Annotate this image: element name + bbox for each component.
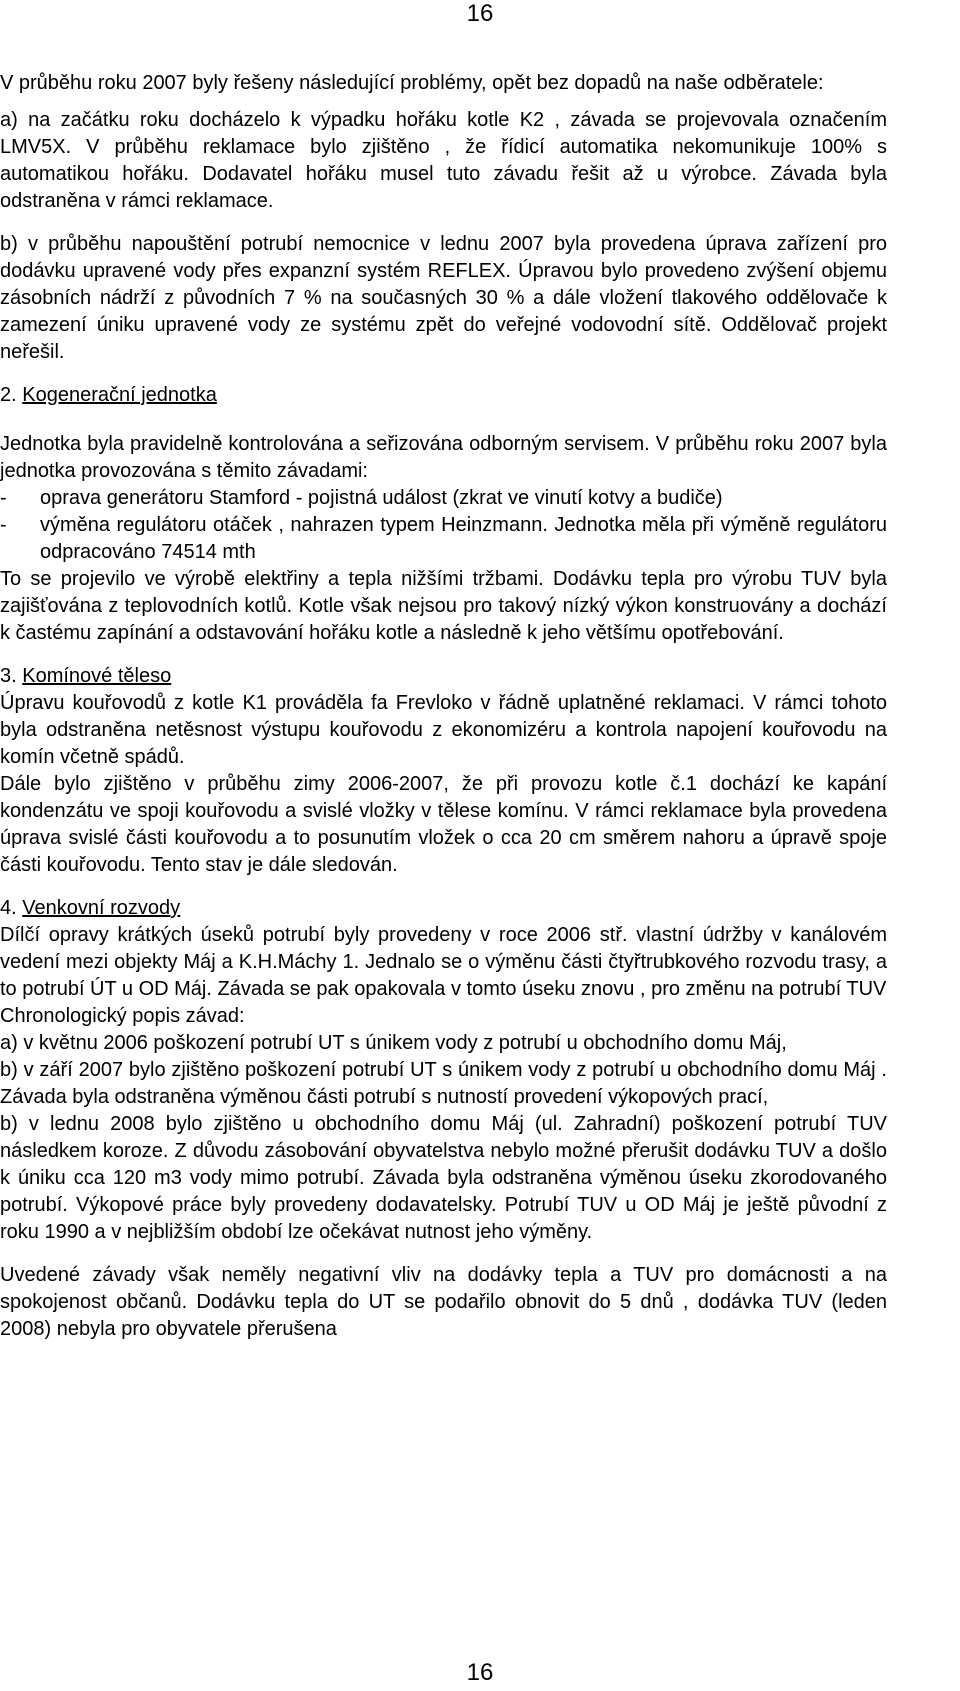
chronology-item-b-2008: b) v lednu 2008 bylo zjištěno u obchodního domu Máj (ul. Zahradní) poškození potrubí TUV následkem koroze. Z důvodu zásobování obyvatelstva nebylo možné přerušit dodávku TUV a došlo k úniku cca 120 m3 vody mimo potrubí. Závada byla odstraněna výměnou úseku zkorodovaného potrubí. Výkopové práce byly provedeny dodavatelsky. Potrubí TUV u OD Máj je ještě původní z roku 1990 a v nejbližším období lze očekávat nutnost jeho výměny.	[0, 1113, 887, 1243]
chronology-label: Chronologický popis závad:	[0, 1005, 245, 1027]
section-4-number: 4.	[0, 897, 17, 919]
section-3-title: Komínové těleso	[22, 665, 172, 687]
document-body	[0, 70, 887, 1343]
section-3-heading	[0, 663, 887, 690]
section-2-paragraph-1: Jednotka byla pravidelně kontrolována a seřizována odborným servisem. V průběhu roku 2007 byla jednotka provozována s těmito závadami:	[0, 433, 887, 482]
closing-paragraph: Uvedené závady však neměly negativní vliv na dodávky tepla a TUV pro domácnosti a na spokojenost občanů. Dodávku tepla do UT se podařilo obnovit do 5 dnů , dodávka TUV (leden 2008) nebyla pro obyvatele přerušena	[0, 1264, 887, 1340]
chronology-item-b: b) v září 2007 bylo zjištěno poškození potrubí UT s únikem vody z potrubí u obchodního domu Máj . Závada byla odstraněna výměnou části potrubí s nutností provedení výkopových prací,	[0, 1059, 887, 1108]
section-3-number: 3.	[0, 665, 17, 687]
list-dash: -	[0, 487, 7, 509]
problem-b-paragraph: b) v průběhu napouštění potrubí nemocnice v lednu 2007 byla provedena úprava zařízení pro dodávku upravené vody přes expanzní systém REFLEX. Úpravou bylo provedeno zvýšení objemu zásobních nádrží z původních 7 % na současných 30 % a dále vložení tlakového oddělovače k zamezení úniku upravené vody ze systému zpět do veřejné vodovodní sítě. Oddělovač projekt neřešil.	[0, 233, 887, 363]
section-2-paragraph-2: To se projevilo ve výrobě elektřiny a tepla nižšími tržbami. Dodávku tepla pro výrobu TUV byla zajišťována z teplovodních kotlů. Kotle však nejsou pro takový nízký výkon konstruovány a dochází k častému zapínání a odstavování hořáku kotle a následně k jeho většímu opotřebování.	[0, 568, 887, 644]
section-2-number: 2.	[0, 384, 17, 406]
chronology-item-a: a) v květnu 2006 poškození potrubí UT s únikem vody z potrubí u obchodního domu Máj,	[0, 1032, 787, 1054]
list-dash: -	[0, 514, 7, 536]
page-number-bottom: 16	[466, 1659, 494, 1686]
page-number-top: 16	[466, 0, 494, 27]
section-2-heading	[0, 382, 887, 409]
section-4-heading	[0, 895, 887, 922]
list-item-text: výměna regulátoru otáček , nahrazen typem Heinzmann. Jednotka měla při výměně regulátoru odpracováno 74514 mth	[40, 514, 887, 563]
problem-a-paragraph: a) na začátku roku docházelo k výpadku hořáku kotle K2 , závada se projevovala označením LMV5X. V průběhu reklamace bylo zjištěno , že řídicí automatika nekomunikuje 100% s automatikou hořáku. Dodavatel hořáku musel tuto závadu řešit až u výrobce. Závada byla odstraněna v rámci reklamace.	[0, 109, 887, 212]
list-item	[0, 512, 887, 566]
section-4-paragraph-1: Dílčí opravy krátkých úseků potrubí byly provedeny v roce 2006 stř. vlastní údržby v kanálovém vedení mezi objekty Máj a K.H.Máchy 1. Jednalo se o výměnu části čtyřtrubkového rozvodu trasy, a to potrubí ÚT u OD Máj. Závada se pak opakovala v tomto úseku znovu , pro změnu na potrubí TUV	[0, 924, 887, 1000]
section-2-title: Kogenerační jednotka	[22, 384, 217, 406]
intro-paragraph: V průběhu roku 2007 byly řešeny následující problémy, opět bez dopadů na naše odběratele:	[0, 72, 824, 94]
section-3-paragraph-1: Úpravu kouřovodů z kotle K1 prováděla fa Frevloko v řádně uplatněné reklamaci. V rámci tohoto byla odstraněna netěsnost výstupu kouřovodu z ekonomizéru a kontrola napojení kouřovodu na komín včetně spádů.	[0, 692, 887, 768]
section-4-title: Venkovní rozvody	[22, 897, 181, 919]
section-3-paragraph-2: Dále bylo zjištěno v průběhu zimy 2006-2007, že při provozu kotle č.1 dochází ke kapání kondenzátu ve spoji kouřovodu a svislé vložky v tělese komínu. V rámci reklamace byla provedena úprava svislé části kouřovodu a to posunutím vložek o cca 20 cm směrem nahoru a úpravě spoje části kouřovodu. Tento stav je dále sledován.	[0, 773, 887, 876]
list-item	[0, 485, 887, 512]
list-item-text: oprava generátoru Stamford - pojistná událost (zkrat ve vinutí kotvy a budiče)	[40, 487, 723, 509]
